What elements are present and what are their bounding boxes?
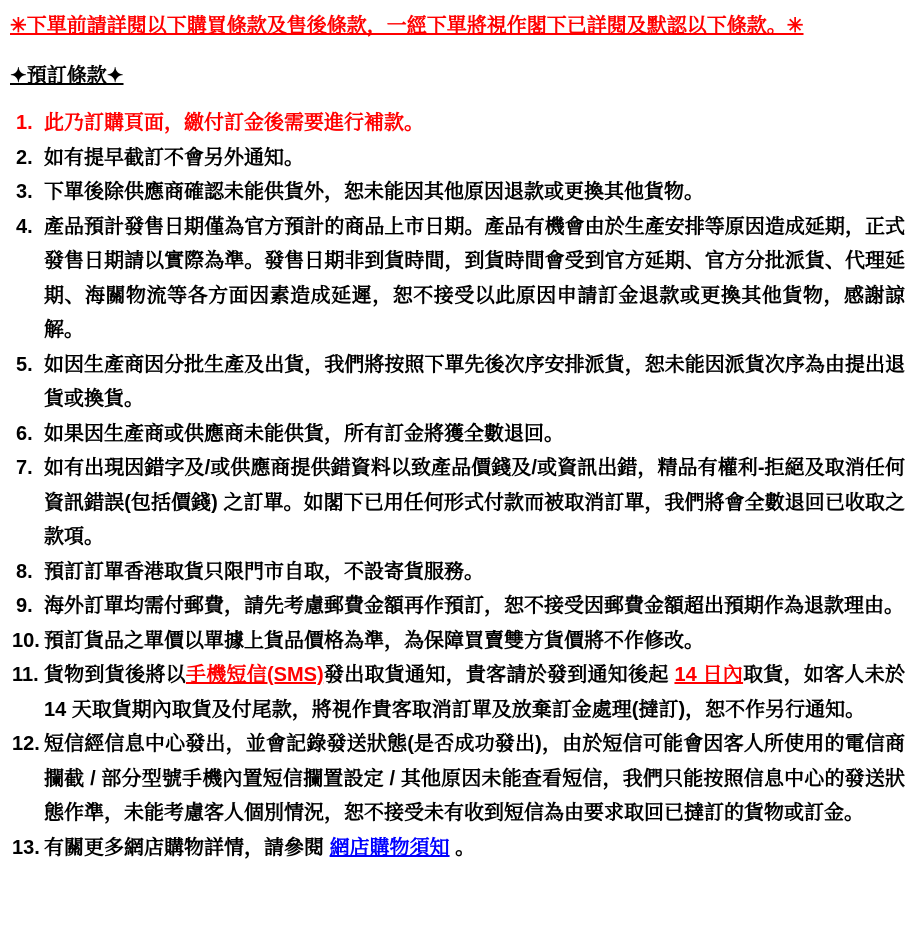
terms-list — [10, 106, 905, 865]
store-shopping-notice-link[interactable]: 網店購物須知 — [329, 836, 450, 859]
term-text — [44, 106, 905, 141]
text-segment: 下單後除供應商確認未能供貨外，恕未能因其他原因退款或更換其他貨物。 — [44, 181, 704, 203]
term-item — [10, 348, 905, 417]
term-text — [44, 589, 905, 624]
term-number: 11. — [12, 664, 39, 686]
term-text — [44, 175, 905, 210]
term-number: 12. — [12, 733, 40, 755]
text-segment: 如有出現因錯字及/或供應商提供錯資料以致產品價錢及/或資訊出錯，精品有權利-拒絕及取消任何資訊錯誤(包括價錢) 之訂單。如閣下已用任何形式付款而被取消訂單，我們將會全數退回已收取之款項。 — [44, 457, 905, 548]
term-text — [44, 141, 905, 176]
red-underline-segment: 手機短信(SMS) — [185, 664, 324, 686]
term-number: 6. — [16, 422, 33, 445]
text-segment: 海外訂單均需付郵費，請先考慮郵費金額再作預訂，恕不接受因郵費金額超出預期作為退款理由。 — [44, 595, 904, 617]
term-number: 8. — [16, 560, 33, 583]
text-segment: 如果因生產商或供應商未能供貨，所有訂金將獲全數退回。 — [44, 422, 564, 445]
term-item — [10, 555, 905, 590]
text-segment: 發出取貨通知，貴客請於發到通知後起 — [323, 664, 675, 686]
term-item — [10, 141, 905, 176]
term-text — [44, 417, 905, 452]
text-segment: 預訂貨品之單價以單據上貨品價格為準，為保障買賣雙方貨價將不作修改。 — [44, 629, 704, 652]
red-underline-segment: 14 日內 — [674, 664, 744, 686]
text-segment: 如有提早截訂不會另外通知。 — [44, 146, 304, 169]
term-number: 5. — [16, 353, 33, 376]
term-number: 1. — [16, 112, 33, 134]
term-number: 13. — [12, 836, 40, 859]
term-item — [10, 658, 905, 727]
term-text — [44, 348, 905, 417]
term-text — [44, 624, 905, 659]
term-text — [44, 451, 905, 555]
term-number: 9. — [16, 595, 33, 617]
term-text — [44, 210, 905, 348]
text-segment: 短信經信息中心發出，並會記錄發送狀態(是否成功發出)，由於短信可能會因客人所使用的電信商攔截 / 部分型號手機內置短信攔置設定 / 其他原因未能查看短信，我們只能按照信息中心的發送狀態作準，未能考慮客人個別情況，恕不接受未有收到短信為由要求取回已撻訂的貨物或訂金。 — [44, 733, 905, 824]
text-segment: 此乃訂購頁面，繳付訂金後需要進行補款。 — [44, 112, 424, 134]
text-segment: 貨物到貨後將以 — [44, 664, 186, 686]
term-item — [10, 624, 905, 659]
term-number: 2. — [16, 146, 33, 169]
term-item — [10, 451, 905, 555]
term-text — [44, 831, 905, 866]
text-segment: 有關更多網店購物詳情，請參閱 — [44, 836, 330, 859]
term-item — [10, 106, 905, 141]
term-text — [44, 555, 905, 590]
term-item — [10, 417, 905, 452]
term-number: 3. — [16, 181, 33, 203]
text-segment: 預訂訂單香港取貨只限門市自取，不設寄貨服務。 — [44, 560, 484, 583]
text-segment: 取貨，如客人未於 14 天取貨期內取貨及付尾款，將視作貴客取消訂單及放棄訂金處理(撻訂)，恕不作另行通知。 — [44, 664, 905, 721]
text-segment: 產品預計發售日期僅為官方預計的商品上市日期。產品有機會由於生產安排等原因造成延期，正式發售日期請以實際為準。發售日期非到貨時間，到貨時間會受到官方延期、官方分批派貨、代理延期、海關物流等各方面因素造成延遲，恕不接受以此原因申請訂金退款或更換其他貨物，感謝諒解。 — [44, 215, 905, 341]
term-item — [10, 175, 905, 210]
term-item — [10, 831, 905, 866]
term-item — [10, 589, 905, 624]
term-number: 7. — [16, 457, 33, 479]
text-segment: 如因生產商因分批生產及出貨，我們將按照下單先後次序安排派貨，恕未能因派貨次序為由提出退貨或換貨。 — [44, 353, 905, 410]
term-text — [44, 727, 905, 831]
term-item — [10, 727, 905, 831]
term-number: 10. — [12, 629, 40, 652]
text-segment: 。 — [449, 836, 476, 859]
section-title-booking-terms: ✦預訂條款✦ — [10, 65, 124, 87]
term-number: 4. — [16, 215, 33, 238]
pre-order-warning-header: ✳下單前請詳閱以下購買條款及售後條款，一經下單將視作閣下已詳閱及默認以下條款。✳ — [10, 15, 804, 37]
term-text — [44, 658, 905, 727]
term-item — [10, 210, 905, 348]
